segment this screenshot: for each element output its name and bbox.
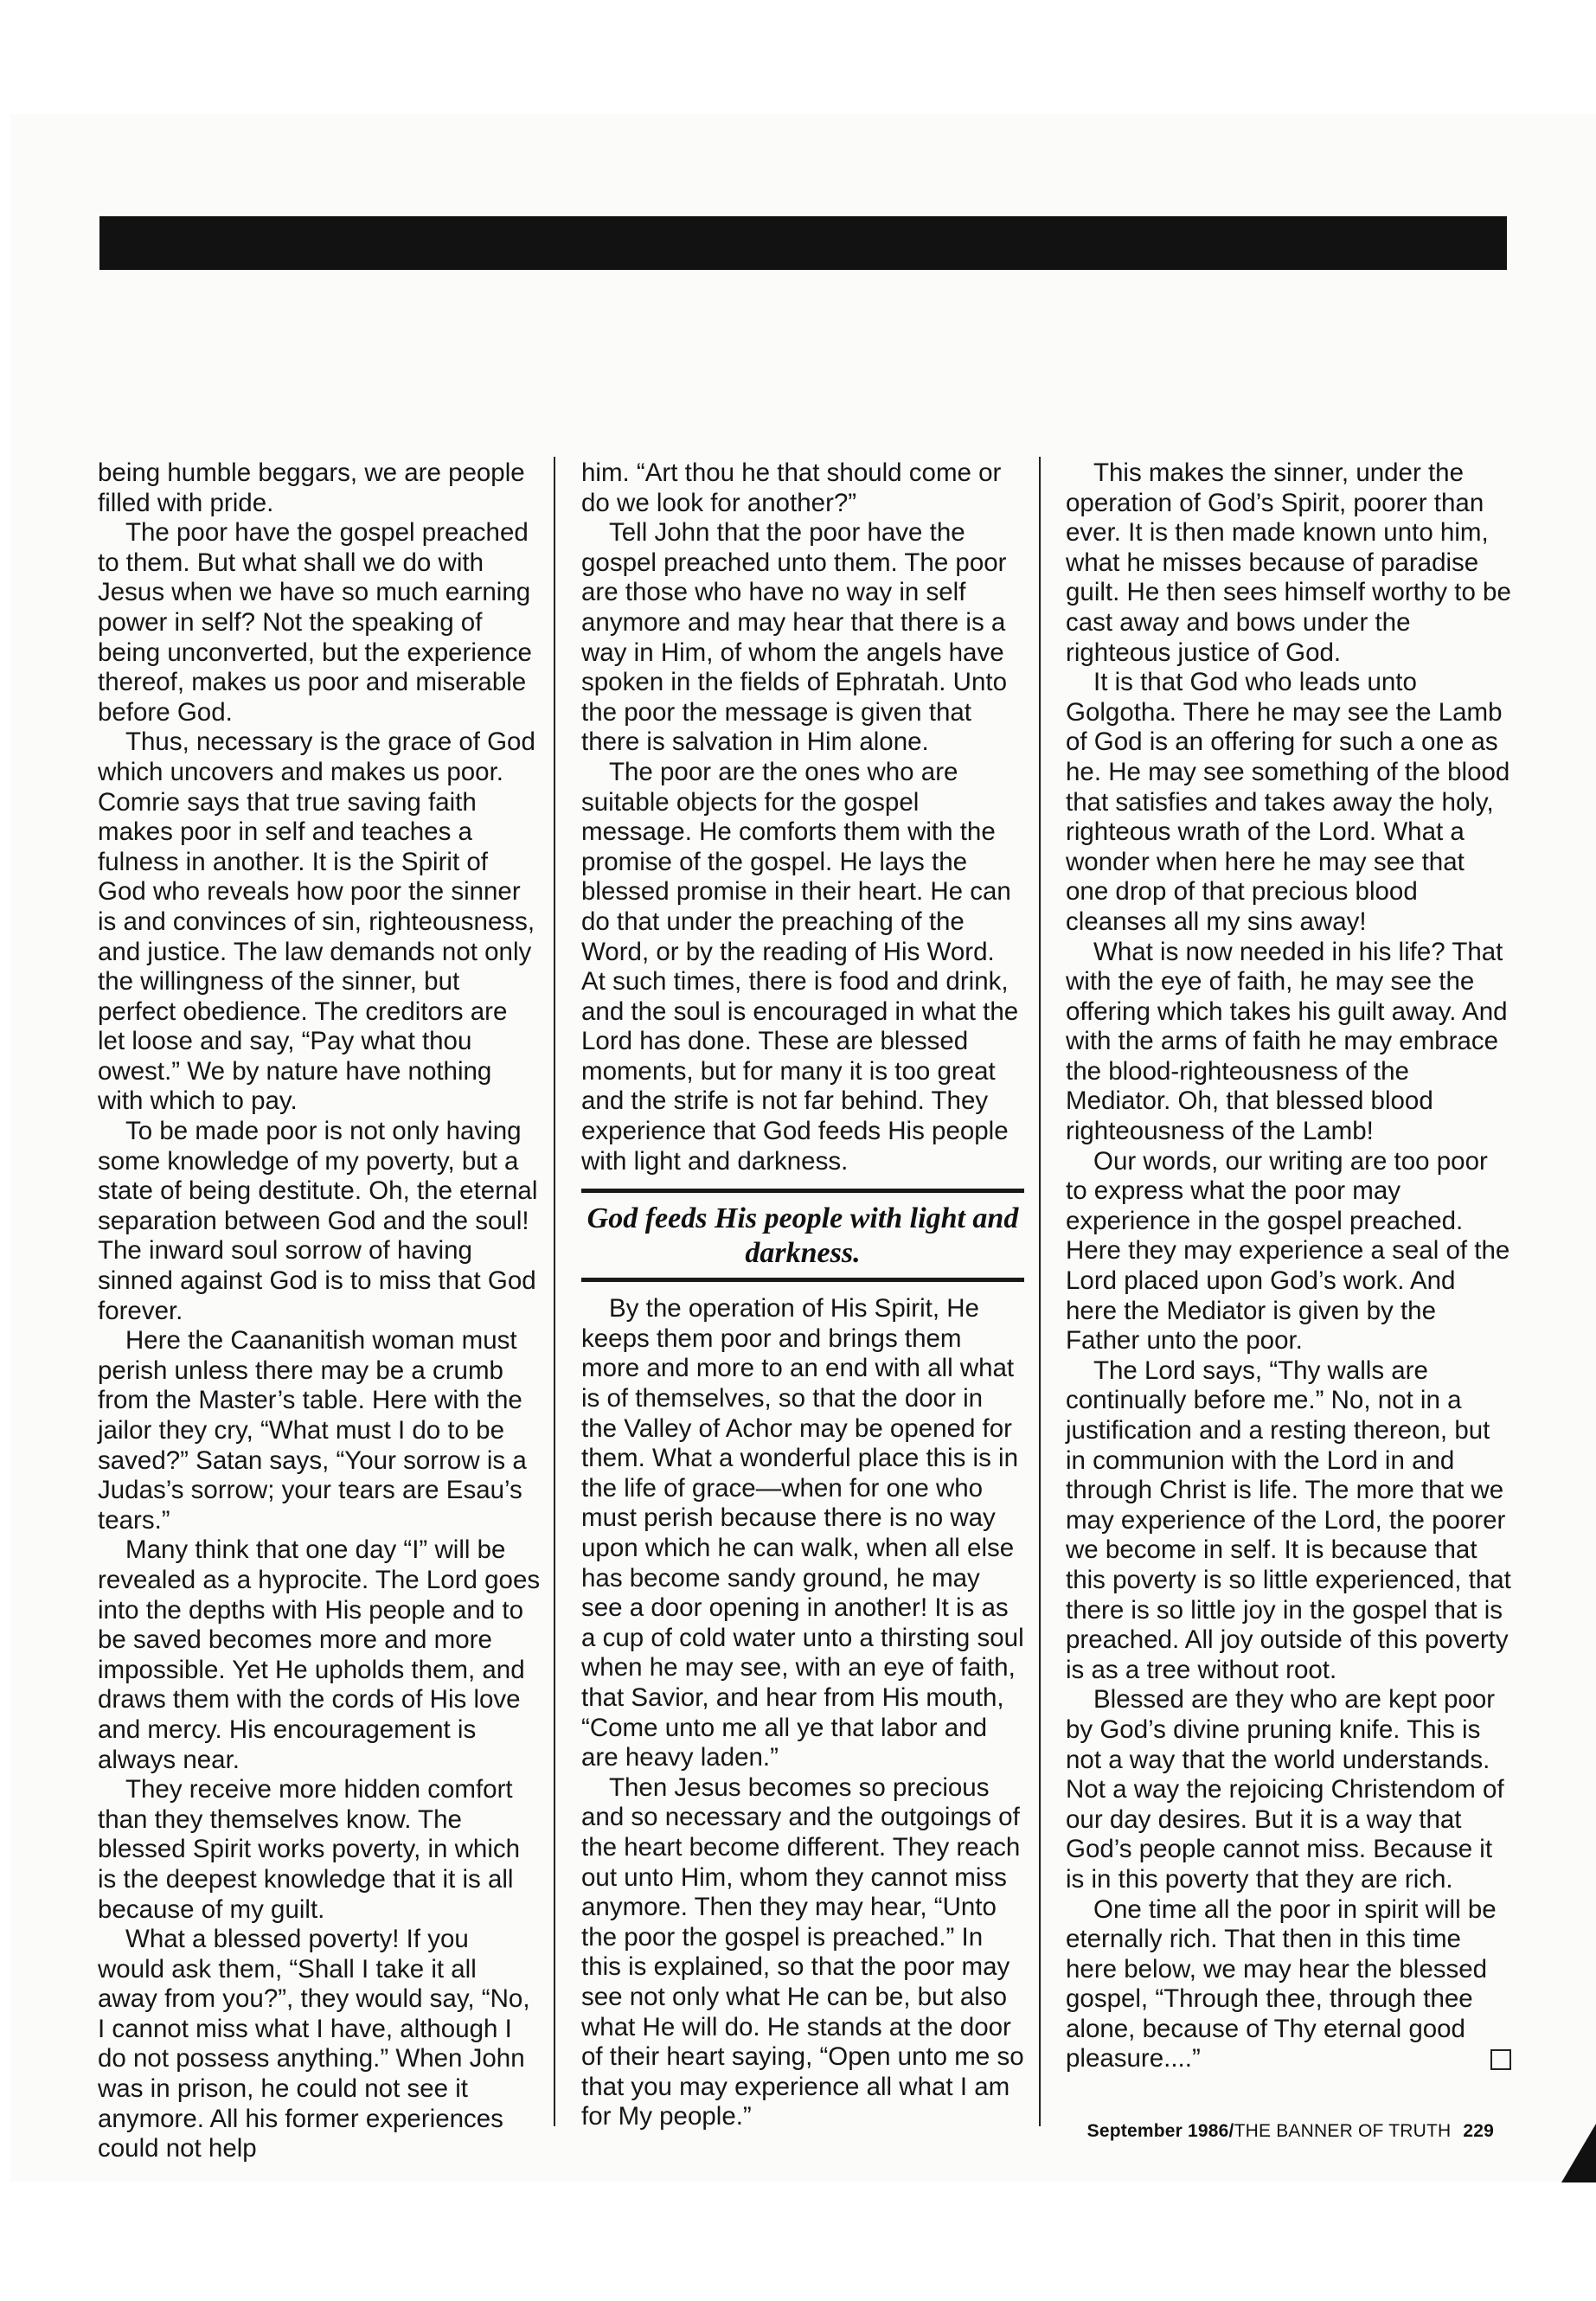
- pull-quote-bottom-rule: [581, 1278, 1024, 1282]
- paragraph: Our words, our writing are too poor to express what the poor may experience in the gospel preached. Here they may experience a seal of the Lord placed upon God’s work. And here the Mediator is given by the Father unto the poor.: [1066, 1146, 1510, 1356]
- paragraph: being humble beggars, we are people filled with pride.: [98, 458, 525, 517]
- paragraph: [1066, 1895, 1511, 2075]
- column-divider-left: [554, 457, 555, 2126]
- end-mark-icon: [1490, 2049, 1511, 2070]
- paragraph: What is now needed in his life? That with the eye of faith, he may see the offering which takes his guilt away. And with the arms of faith he may embrace the blood-righteousness of the Mediator. Oh, that blessed blood righteousness of the Lamb!: [1066, 937, 1508, 1146]
- paragraph: Then Jesus becomes so precious and so necessary and the outgoings of the heart become different. They reach out unto Him, whom they cannot miss anymore. Then they may hear, “Unto the poor the gospel is preached.” In this is explained, so that the poor may see not only what He can be, but also what He will do. He stands at the door of their heart saying, “Open unto me so that you may experience all what I am for My people.”: [581, 1772, 1024, 2131]
- article-column-2: [581, 458, 1024, 2132]
- pull-quote: [581, 1189, 1024, 1282]
- page-number: 229: [1463, 2121, 1494, 2141]
- footer-issue: September 1986/: [1086, 2121, 1234, 2141]
- paragraph: They receive more hidden comfort than they themselves know. The blessed Spirit works poverty, in which is the deepest knowledge that it is all because of my guilt.: [98, 1775, 521, 1924]
- page-footer: [1087, 2121, 1494, 2142]
- scan-left-margin: [0, 114, 10, 2182]
- paragraph: It is that God who leads unto Golgotha. There he may see the Lamb of God is an offering for such a one as he. He may see something of the blood that satisfies and takes away the holy, righteous wrath of the Lord. What a wonder when here he may see that one drop of that precious blood cleanses all my sins away!: [1066, 668, 1510, 936]
- paragraph: Tell John that the poor have the gospel preached unto them. The poor are those who have no way in self anymore and may hear that there is a way in Him, of whom the angels have spoken in the fields of Ephratah. Unto the poor the message is given that there is salvation in Him alone.: [581, 518, 1007, 757]
- column-divider-right: [1039, 457, 1041, 2126]
- paragraph-text: One time all the poor in spirit will be eternally rich. That then in this time here below, we may hear the blessed gospel, “Through thee, through thee alone, because of Thy eternal good pleasure....”: [1066, 1894, 1497, 2073]
- article-column-1: [98, 458, 541, 2164]
- paragraph: By the operation of His Spirit, He keeps them poor and brings them more and more to an end with all what is of themselves, so that the door in the Valley of Achor may be opened for them. What a wonderful place this is in the life of grace—when for one who must perish because there is no way upon which he can walk, when all else has become sandy ground, he may see a door opening in another! It is as a cup of cold water unto a thirsting soul when he may see, with an eye of faith, that Savior, and hear from His mouth, “Come unto me all ye that labor and are heavy laden.”: [581, 1294, 1024, 1772]
- paragraph: him. “Art thou he that should come or do we look for another?”: [581, 458, 1002, 517]
- article-column-3: [1066, 458, 1511, 2074]
- scan-top-margin: [0, 0, 1596, 114]
- footer-publication: THE BANNER OF TRUTH: [1234, 2121, 1452, 2141]
- paragraph: Thus, necessary is the grace of God which uncovers and makes us poor. Comrie says that true saving faith makes poor in self and teaches a fulness in another. It is the Spirit of God who reveals how poor the sinner is and convinces of sin, righteousness, and justice. The law demands not only the willingness of the sinner, but perfect obedience. The creditors are let loose and say, “Pay what thou owest.” We by nature have nothing with which to pay.: [98, 727, 535, 1116]
- paragraph: Here the Caananitish woman must perish unless there may be a crumb from the Master’s table. Here with the jailor they cry, “What must I do to be saved?” Satan says, “Your sorrow is a Judas’s sorrow; your tears are Esau’s tears.”: [98, 1326, 527, 1535]
- paragraph: Many think that one day “I” will be revealed as a hyprocite. The Lord goes into the depths with His people and to be saved becomes more and more impossible. Yet He upholds them, and draws them with the cords of His love and mercy. His encouragement is always near.: [98, 1535, 541, 1774]
- paragraph: To be made poor is not only having some knowledge of my poverty, but a state of being destitute. Oh, the eternal separation between God and the soul! The inward soul sorrow of having sinned against God is to miss that God forever.: [98, 1117, 538, 1325]
- paragraph: The Lord says, “Thy walls are continually before me.” No, not in a justification and a resting thereon, but in communion with the Lord in and through Christ is life. The more that we may experience of the Lord, the poorer we become in self. It is because that this poverty is so little experienced, that there is so little joy in the gospel that is preached. All joy outside of this poverty is as a tree without root.: [1066, 1356, 1511, 1684]
- paragraph: Blessed are they who are kept poor by God’s divine pruning knife. This is not a way that the world understands. Not a way the rejoicing Christendom of our day desires. But it is a way that God’s people cannot miss. Because it is in this poverty that they are rich.: [1066, 1685, 1504, 1894]
- paragraph: The poor have the gospel preached to them. But what shall we do with Jesus when we have so much earning power in self? Not the speaking of being unconverted, but the experience thereof, makes us poor and miserable before God.: [98, 518, 532, 727]
- paragraph: This makes the sinner, under the operation of God’s Spirit, poorer than ever. It is then made known unto him, what he misses because of paradise guilt. He then sees himself worthy to be cast away and bows under the righteous justice of God.: [1066, 458, 1511, 667]
- scan-bottom-margin: [0, 2182, 1596, 2301]
- paragraph: What a blessed poverty! If you would ask them, “Shall I take it all away from you?”, they would say, “No, I cannot miss what I have, although I do not possess anything.” When John was in prison, he could not see it anymore. All his former experiences could not help: [98, 1925, 530, 2163]
- page-corner-fold: [1561, 2124, 1596, 2182]
- pull-quote-text: God feeds His people with light and darkness.: [586, 1202, 1019, 1270]
- header-banner: [99, 216, 1507, 270]
- paragraph: The poor are the ones who are suitable objects for the gospel message. He comforts them with the promise of the gospel. He lays the blessed promise in their heart. He can do that under the preaching of the Word, or by the reading of His Word. At such times, there is food and drink, and the soul is encouraged in what the Lord has done. These are blessed moments, but for many it is too great and the strife is not far behind. They experience that God feeds His people with light and darkness.: [581, 757, 1019, 1176]
